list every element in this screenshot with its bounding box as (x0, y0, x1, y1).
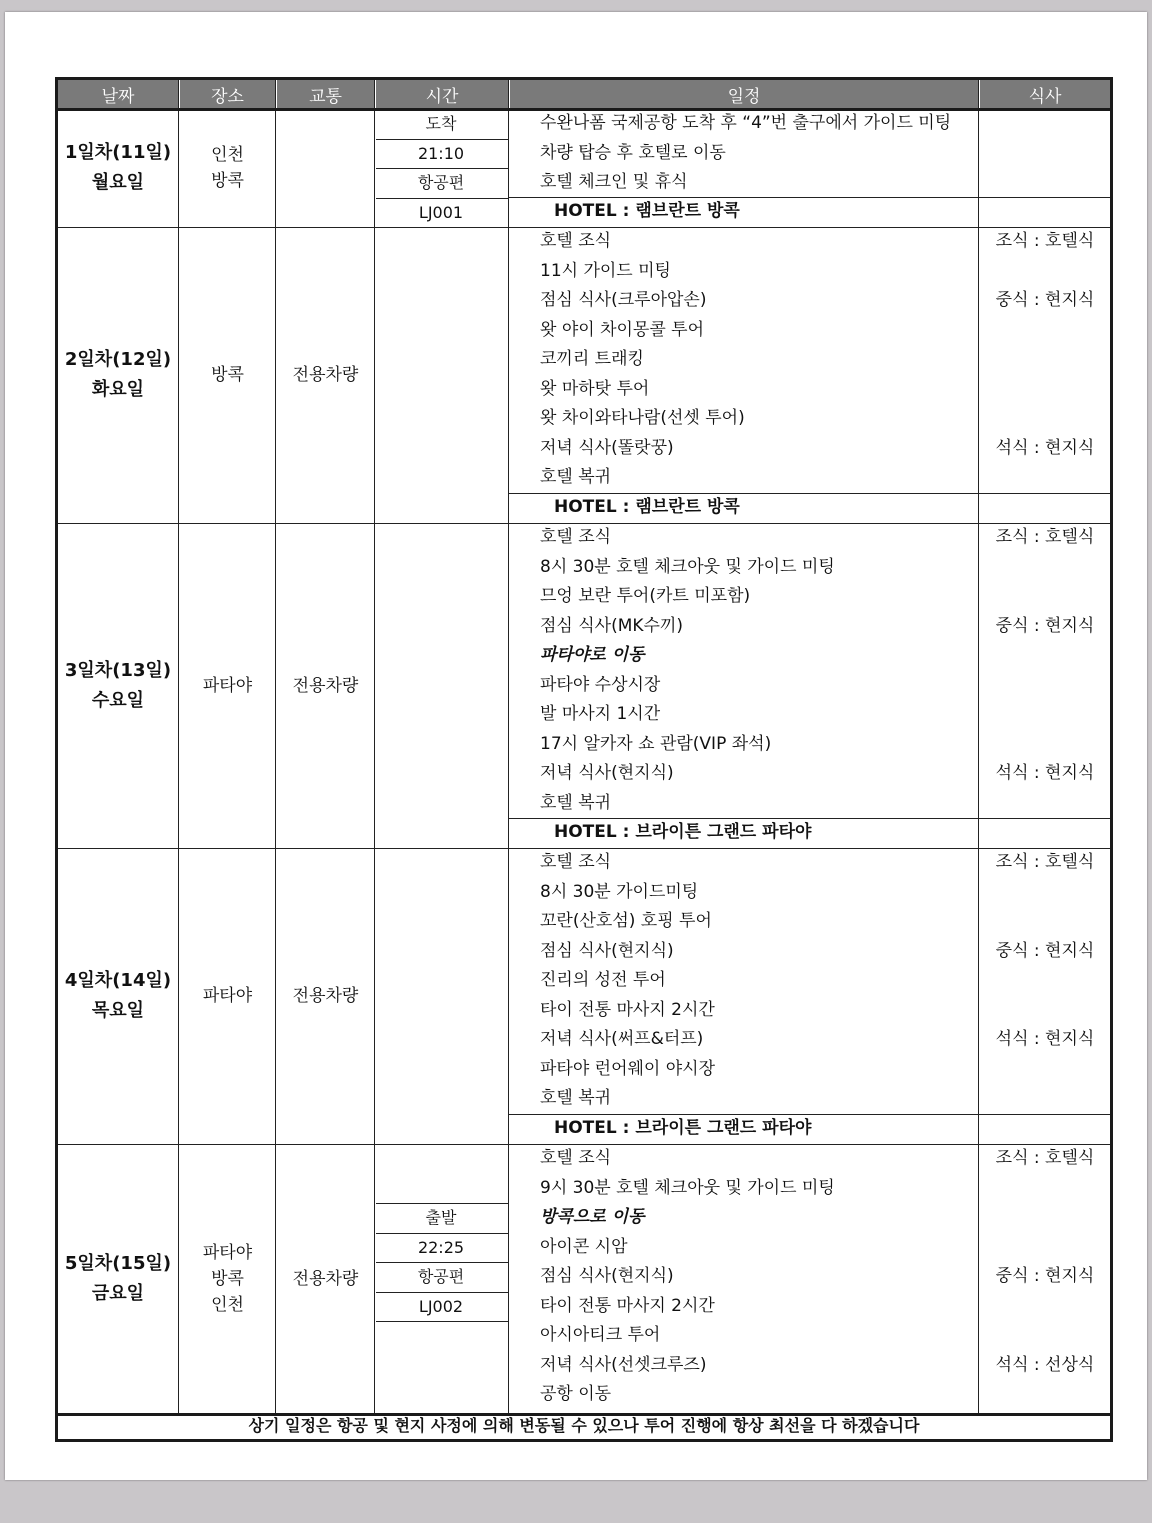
place-cell (180, 983, 275, 1009)
schedule-item: 방콕으로 이동 (540, 1207, 645, 1227)
place-cell (180, 673, 275, 699)
time-cell: 21:10 (417, 143, 465, 163)
day-weekday: 수요일 (91, 689, 145, 711)
schedule-item: 점심 식사(현지식) (540, 1266, 674, 1286)
meal-cell: 석식 : 현지식 (995, 1029, 1095, 1049)
column-line (275, 80, 276, 1413)
day-number: 1일차(11일) (64, 142, 172, 163)
schedule-item: 차량 탑승 후 호텔로 이동 (540, 142, 726, 163)
hotel-name: HOTEL : 램브란트 방콕 (554, 201, 740, 221)
schedule-item: 아시아티크 투어 (540, 1325, 661, 1345)
time-divider (376, 198, 508, 199)
day-label (58, 656, 178, 716)
meal-cell: 석식 : 현지식 (995, 763, 1095, 783)
schedule-item: 호텔 조식 (540, 1148, 612, 1168)
time-cell: LJ002 (418, 1296, 464, 1316)
schedule-item: 저녁 식사(써프&터프) (540, 1029, 704, 1049)
day-label (58, 138, 178, 198)
schedule-item: 호텔 조식 (540, 527, 612, 547)
time-cell: 22:25 (417, 1237, 465, 1257)
schedule-item: 왓 야이 차이몽콜 투어 (540, 319, 705, 340)
place-name: 방콕 (211, 1268, 244, 1289)
day-number: 4일차(14일) (64, 970, 172, 991)
transport-cell: 전용차량 (292, 365, 359, 385)
meal-cell: 중식 : 현지식 (995, 940, 1095, 961)
hotel-name: HOTEL : 브라이튼 그랜드 파타야 (554, 822, 812, 842)
day-number: 5일차(15일) (64, 1252, 172, 1274)
time-divider (376, 1292, 508, 1293)
time-cell: 도착 (425, 114, 457, 133)
schedule-item: 아이콘 시암 (540, 1236, 628, 1257)
schedule-item: 호텔 체크인 및 휴식 (540, 172, 688, 192)
place-name: 방콕 (211, 171, 244, 191)
time-divider (376, 1321, 508, 1322)
meal-cell: 조식 : 호텔식 (995, 852, 1095, 872)
place-name: 파타야 (202, 986, 253, 1006)
schedule-item: 호텔 조식 (540, 231, 612, 251)
time-divider (376, 1233, 508, 1234)
schedule-item: 점심 식사(크루아압손) (540, 290, 707, 310)
footer-note: 상기 일정은 항공 및 현지 사정에 의해 변동될 수 있으나 투어 진행에 항상 최선을 다 하겠습니다 (248, 1416, 920, 1435)
schedule-item: 17시 알카자 쇼 관람(VIP 좌석) (540, 733, 772, 754)
time-divider (376, 168, 508, 169)
meal-cell: 중식 : 현지식 (995, 615, 1095, 636)
time-divider (376, 1262, 508, 1263)
document-page (5, 12, 1147, 1480)
day-label (58, 345, 178, 405)
schedule-item: 공항 이동 (540, 1384, 612, 1404)
schedule-item: 저녁 식사(똘랏꿍) (540, 437, 674, 458)
meal-cell: 중식 : 현지식 (995, 290, 1095, 310)
itinerary-table (55, 77, 1113, 1442)
transport-cell: 전용차량 (292, 986, 359, 1006)
column-line (374, 80, 375, 1413)
schedule-item: 11시 가이드 미팅 (540, 260, 671, 281)
day-weekday: 화요일 (91, 379, 145, 400)
place-name: 인천 (211, 145, 244, 165)
place-cell (180, 142, 275, 194)
header-date: 날짜 (58, 80, 178, 109)
header-meal: 식사 (980, 80, 1110, 109)
schedule-item: 꼬란(산호섬) 호핑 투어 (540, 911, 712, 931)
time-cell: 항공편 (417, 173, 465, 192)
schedule-item: 진리의 성전 투어 (540, 970, 666, 990)
meal-cell: 석식 : 선상식 (995, 1354, 1095, 1375)
header-transport: 교통 (277, 80, 374, 109)
schedule-item: 호텔 복귀 (540, 467, 612, 487)
schedule-item: 9시 30분 호텔 체크아웃 및 가이드 미팅 (540, 1177, 835, 1198)
schedule-item: 호텔 복귀 (540, 792, 612, 813)
hotel-name: HOTEL : 브라이튼 그랜드 파타야 (554, 1118, 812, 1138)
header-time: 시간 (376, 80, 508, 109)
place-name: 파타야 (202, 675, 253, 696)
schedule-item: 수완나폼 국제공항 도착 후 “4”번 출구에서 가이드 미팅 (540, 113, 952, 133)
schedule-item: 왓 차이와타나람(선셋 투어) (540, 408, 745, 428)
schedule-item: 파타야로 이동 (540, 645, 645, 665)
schedule-item: 점심 식사(MK수끼) (540, 615, 684, 636)
schedule-item: 호텔 복귀 (540, 1088, 612, 1108)
place-cell (180, 1240, 275, 1318)
day-label (58, 1249, 178, 1309)
time-cell: 항공편 (417, 1267, 465, 1286)
schedule-item: 므엉 보란 투어(카트 미포함) (540, 586, 751, 606)
schedule-item: 저녁 식사(현지식) (540, 763, 674, 783)
schedule-item: 타이 전통 마사지 2시간 (540, 999, 715, 1020)
place-cell (180, 362, 275, 388)
day-weekday: 금요일 (91, 1282, 145, 1304)
meal-cell: 석식 : 현지식 (995, 437, 1095, 458)
time-cell: LJ001 (418, 202, 464, 222)
schedule-item: 저녁 식사(선셋크루즈) (540, 1354, 707, 1375)
meal-cell: 조식 : 호텔식 (995, 231, 1095, 251)
day-number: 3일차(13일) (64, 659, 172, 681)
column-line (178, 80, 179, 1413)
time-divider (376, 1203, 508, 1204)
day-weekday: 월요일 (91, 172, 145, 193)
place-name: 파타야 (202, 1242, 253, 1263)
hotel-name: HOTEL : 램브란트 방콕 (554, 497, 740, 517)
meal-cell: 조식 : 호텔식 (995, 527, 1095, 547)
place-name: 방콕 (211, 365, 244, 385)
header-schedule: 일정 (510, 80, 978, 109)
time-cell: 출발 (425, 1208, 457, 1227)
header-place: 장소 (180, 80, 275, 109)
meal-cell: 중식 : 현지식 (995, 1266, 1095, 1286)
transport-cell: 전용차량 (292, 1268, 359, 1289)
column-line (508, 80, 509, 1413)
transport-cell: 전용차량 (292, 675, 359, 696)
schedule-item: 파타야 런어웨이 야시장 (540, 1058, 716, 1079)
schedule-item: 타이 전통 마사지 2시간 (540, 1295, 715, 1316)
day-label (58, 966, 178, 1026)
schedule-item: 점심 식사(현지식) (540, 940, 674, 961)
meal-cell: 조식 : 호텔식 (995, 1148, 1095, 1168)
schedule-item: 호텔 조식 (540, 852, 612, 872)
day-number: 2일차(12일) (64, 349, 172, 370)
schedule-item: 8시 30분 호텔 체크아웃 및 가이드 미팅 (540, 556, 835, 577)
schedule-item: 코끼리 트래킹 (540, 349, 644, 369)
day-weekday: 목요일 (91, 1000, 145, 1021)
schedule-item: 8시 30분 가이드미팅 (540, 881, 699, 902)
place-name: 인천 (211, 1294, 244, 1315)
schedule-item: 파타야 수상시장 (540, 674, 661, 695)
column-line (978, 80, 979, 1413)
schedule-item: 왓 마하탓 투어 (540, 378, 650, 399)
time-divider (376, 139, 508, 140)
schedule-item: 발 마사지 1시간 (540, 704, 661, 724)
